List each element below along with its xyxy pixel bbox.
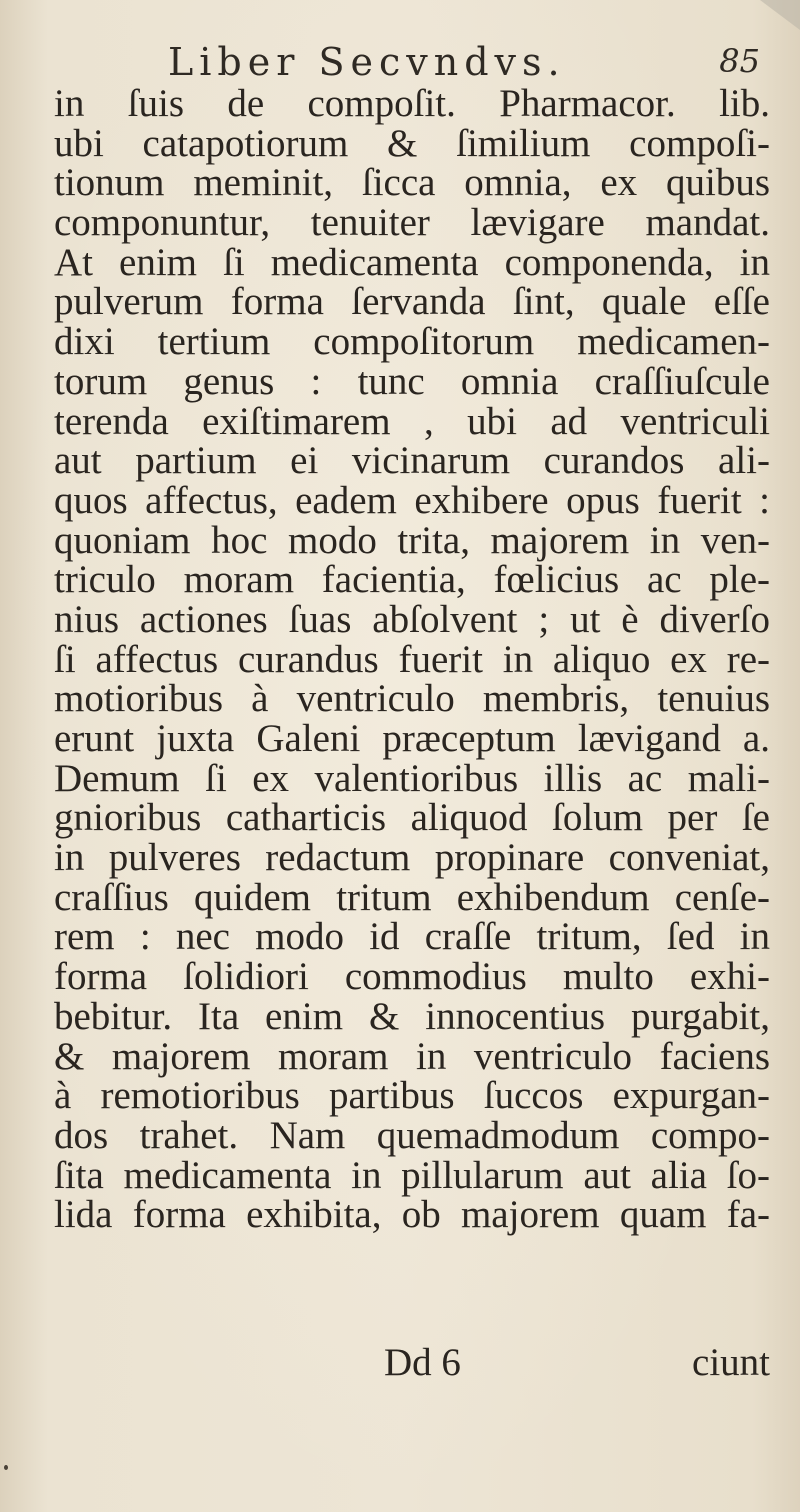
text-line: quos affectus, eadem exhibere opus fuerit :	[54, 478, 770, 522]
text-line: in ſuis de compoſit. Pharmacor. lib.	[54, 82, 770, 125]
text-line: tionum meminit, ſicca omnia, ex quibus	[54, 161, 770, 205]
catchword: ciunt	[692, 1341, 770, 1384]
folded-corner	[760, 0, 800, 30]
text-line: ſita medicamenta in pillularum aut alia ſo-	[54, 1153, 770, 1197]
text-line: aut partium ei vicinarum curandos ali-	[54, 439, 770, 483]
text-line: ubi catapotiorum & ſimilium compoſi-	[54, 121, 770, 165]
text-line: componuntur, tenuiter lævigare mandat.	[54, 201, 770, 245]
text-line: ſi affectus curandus fuerit in aliquo ex re-	[54, 637, 770, 681]
text-line: quoniam hoc modo trita, majorem in ven-	[54, 518, 770, 562]
text-line: Demum ſi ex valentioribus illis ac mali-	[54, 756, 770, 800]
running-title: Liber Secvndvs.	[168, 40, 566, 84]
text-line: motioribus à ventriculo membris, tenuius	[54, 677, 770, 721]
text-line: forma ſolidiori commodius multo exhi-	[54, 955, 770, 999]
body-text	[54, 84, 770, 1235]
text-line: pulverum forma ſervanda ſint, quale eſſe	[54, 280, 770, 324]
text-line: craſſius quidem tritum exhibendum cenſe-	[54, 875, 770, 919]
text-line: à remotioribus partibus ſuccos expurgan-	[54, 1074, 770, 1118]
text-line: terenda exiſtimarem , ubi ad ventriculi	[54, 399, 770, 443]
text-line: in pulveres redactum propinare conveniat,	[54, 836, 770, 880]
text-line: dos trahet. Nam quemadmodum compo-	[54, 1113, 770, 1157]
ink-speck	[4, 1465, 8, 1470]
text-line: bebitur. Ita enim & innocentius purgabit,	[54, 994, 770, 1038]
text-line: dixi tertium compoſitorum medicamen-	[54, 320, 770, 364]
text-line: gnioribus catharticis aliquod ſolum per ſe	[54, 796, 770, 840]
text-line: erunt juxta Galeni præceptum lævigand a.	[54, 717, 770, 760]
text-line: rem : nec modo id craſſe tritum, ſed in	[54, 915, 770, 959]
page-footer	[54, 1340, 770, 1385]
signature-mark: Dd 6	[384, 1341, 461, 1384]
page-number: 85	[719, 42, 760, 80]
text-line: triculo moram facientia, fœlicius ac ple-	[54, 558, 770, 602]
text-line: At enim ſi medicamenta componenda, in	[54, 240, 770, 284]
text-line: torum genus : tunc omnia craſſiuſcule	[54, 359, 770, 403]
text-line: nius actiones ſuas abſolvent ; ut è diverſo	[54, 597, 770, 641]
text-line: & majorem moram in ventriculo faciens	[54, 1034, 770, 1078]
text-line: lida forma exhibita, ob majorem quam fa-	[54, 1193, 770, 1237]
